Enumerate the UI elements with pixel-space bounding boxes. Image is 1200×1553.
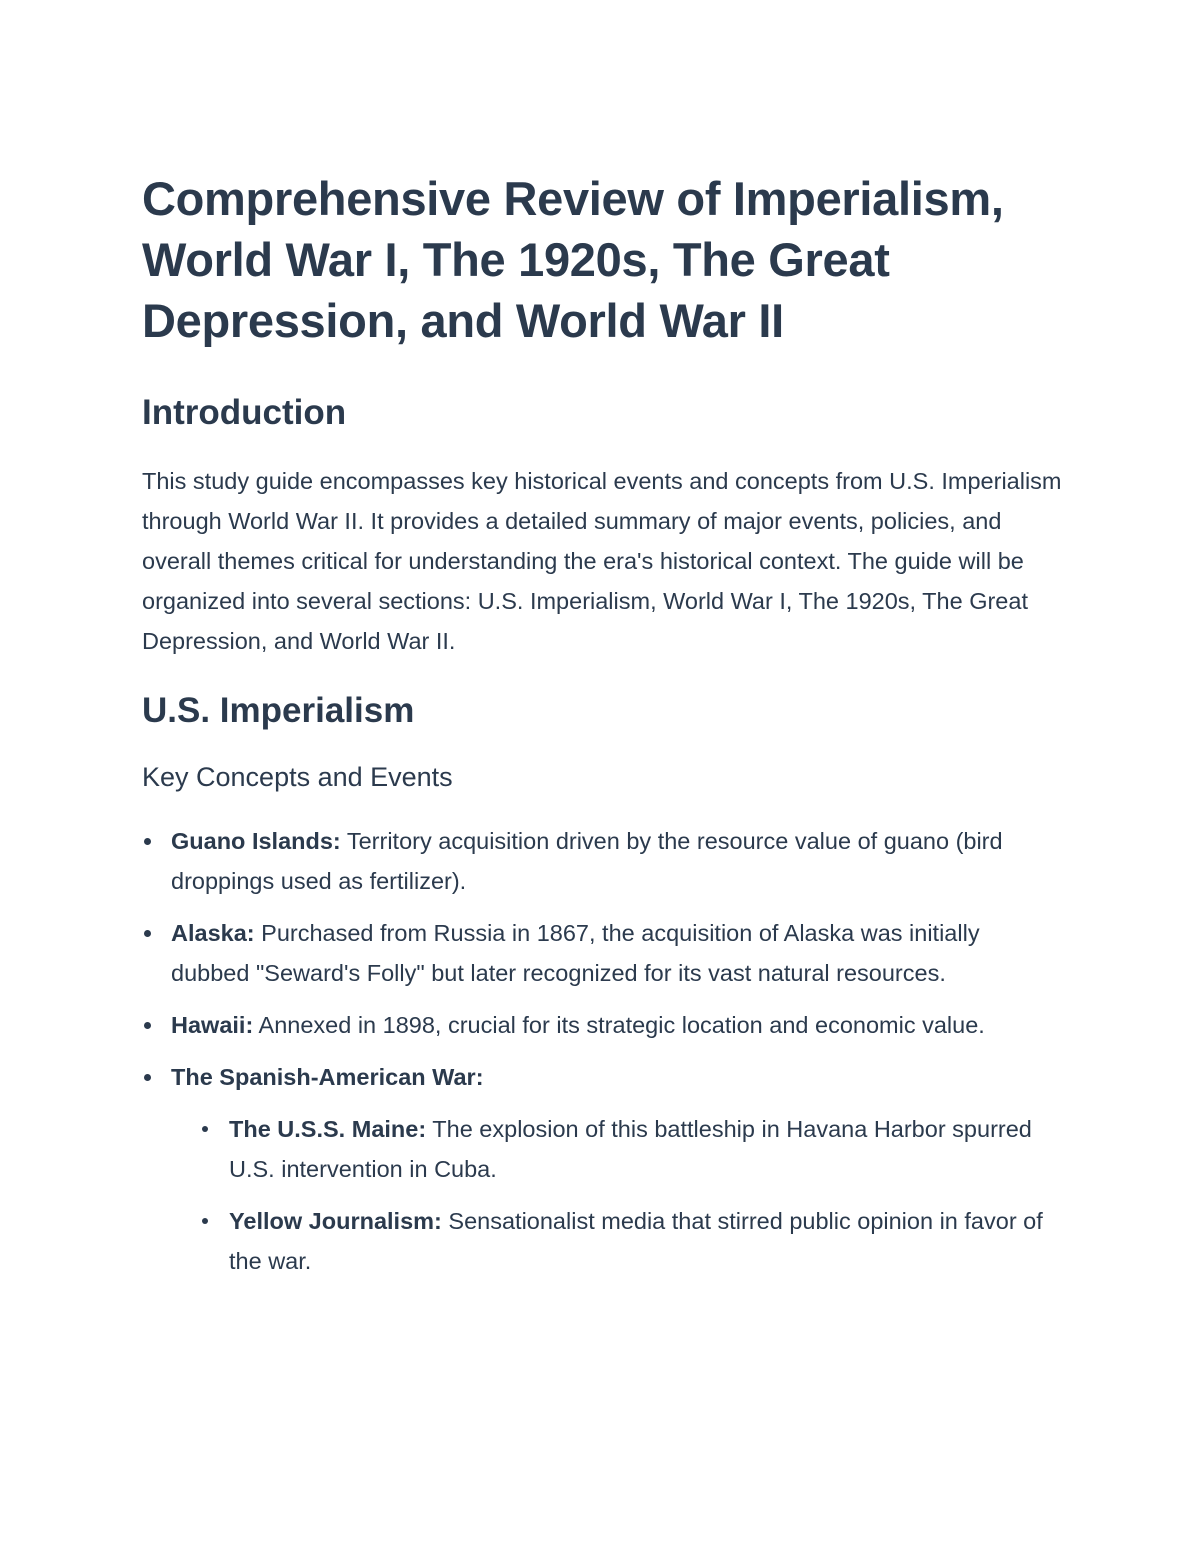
document-title: Comprehensive Review of Imperialism, World War I, The 1920s, The Great Depression, and World War II xyxy=(142,172,1004,347)
key-concepts-list xyxy=(142,821,1062,1281)
list-item-hawaii xyxy=(142,1005,1062,1045)
list-item-term: Alaska: xyxy=(171,920,255,946)
bullet-icon xyxy=(144,1022,151,1029)
list-item-text: The explosion of this battleship in Havana Harbor spurred U.S. intervention in Cuba. xyxy=(229,1116,1032,1182)
bullet-icon xyxy=(144,838,151,845)
bullet-icon xyxy=(144,1074,151,1081)
imperialism-heading: U.S. Imperialism xyxy=(142,691,415,730)
bullet-icon xyxy=(202,1126,208,1132)
list-item-alaska xyxy=(142,913,1062,993)
sub-list-item-yellow-journalism xyxy=(171,1201,1062,1281)
list-item-term: Yellow Journalism: xyxy=(229,1208,442,1234)
list-item-text: Purchased from Russia in 1867, the acquisition of Alaska was initially dubbed "Seward's Folly" but later recognized for its vast natural resources. xyxy=(171,920,980,986)
list-item-term: Guano Islands: xyxy=(171,828,341,854)
list-item-text: Annexed in 1898, crucial for its strategic location and economic value. xyxy=(253,1012,985,1038)
list-item-term: Hawaii: xyxy=(171,1012,254,1038)
list-item-term: The Spanish-American War: xyxy=(171,1064,484,1090)
bullet-icon xyxy=(144,930,151,937)
list-item-guano-islands xyxy=(142,821,1062,901)
key-concepts-heading: Key Concepts and Events xyxy=(142,762,453,792)
spanish-american-war-sublist xyxy=(171,1109,1062,1281)
list-item-text: Territory acquisition driven by the resource value of guano (bird droppings used as fertilizer). xyxy=(171,828,1003,894)
list-item-term: The U.S.S. Maine: xyxy=(229,1116,427,1142)
list-item-text: Sensationalist media that stirred public opinion in favor of the war. xyxy=(229,1208,1043,1274)
bullet-icon xyxy=(202,1218,208,1224)
document-page xyxy=(142,168,1062,1293)
introduction-paragraph: This study guide encompasses key historical events and concepts from U.S. Imperialism through World War II. It provides a detailed summary of major events, policies, and overall themes critical for understanding the era's historical context. The guide will be organized into several sections: U.S. Imperialism, World War I, The 1920s, The Great Depression, and World War II. xyxy=(142,468,1062,654)
introduction-heading: Introduction xyxy=(142,393,347,432)
list-item-spanish-american-war xyxy=(142,1057,1062,1281)
sub-list-item-uss-maine xyxy=(171,1109,1062,1189)
